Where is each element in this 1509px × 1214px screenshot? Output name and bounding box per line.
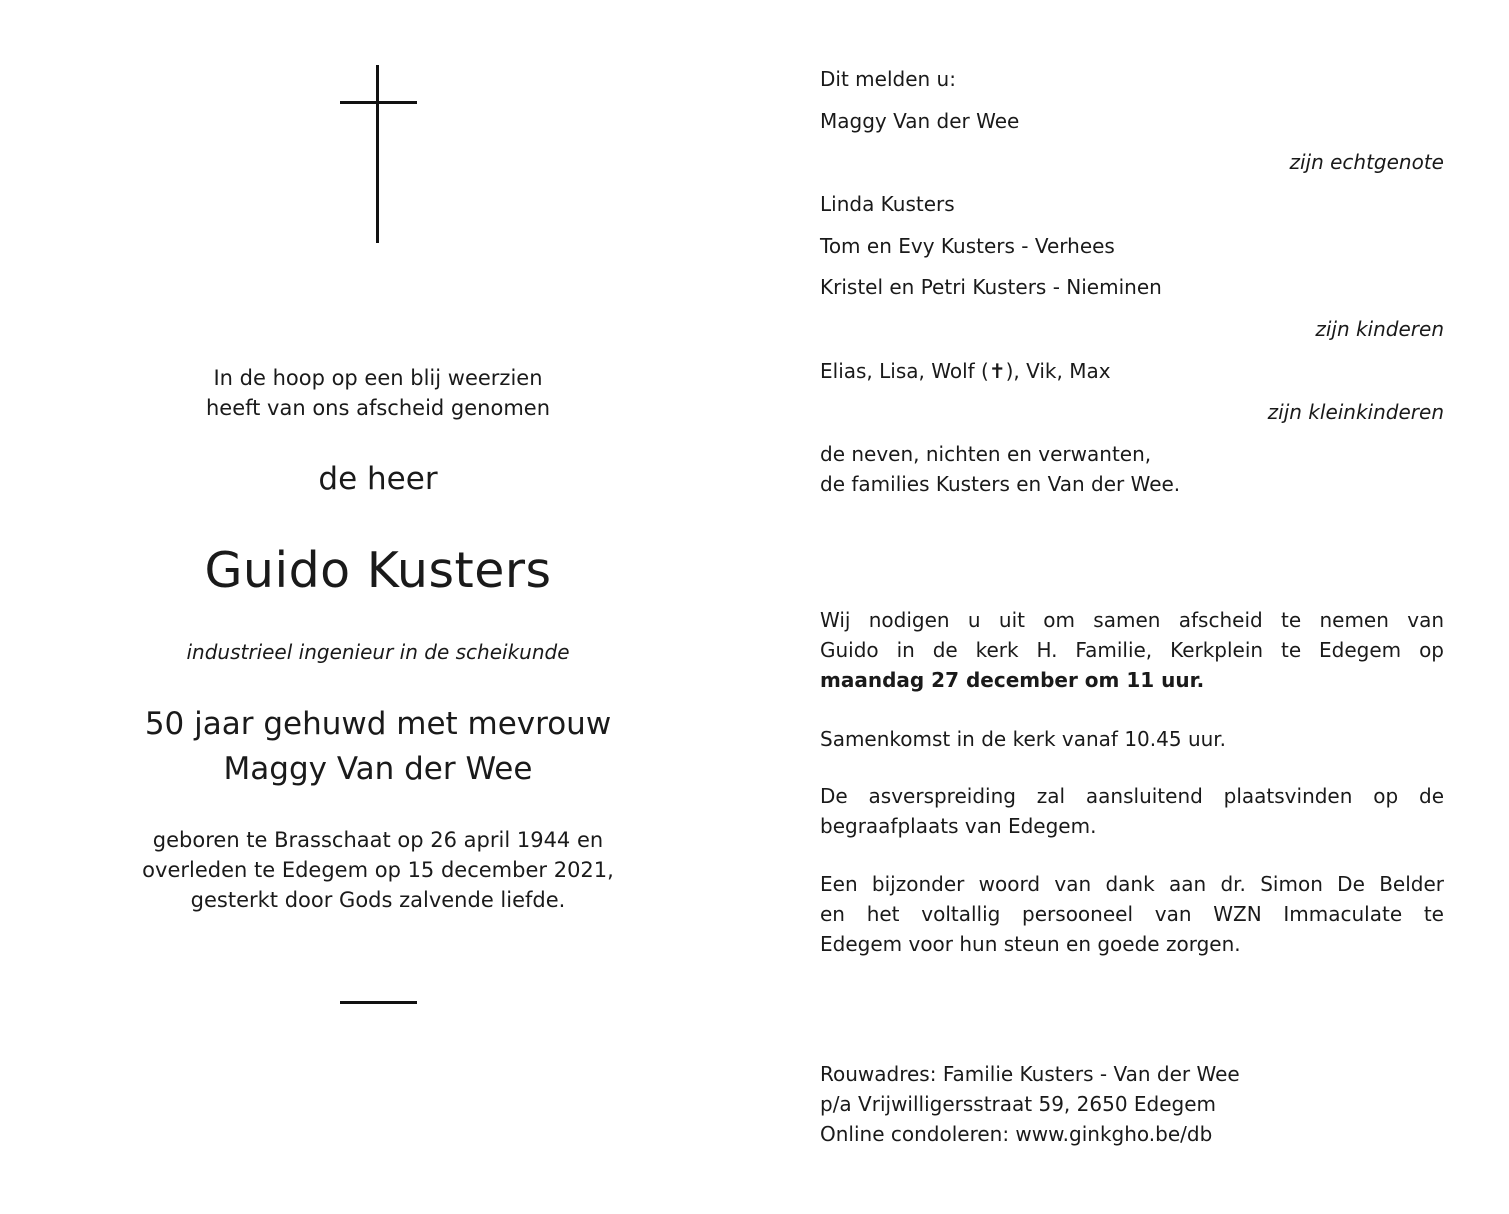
intro-line-2: heeft van ons afscheid genomen (205, 396, 551, 420)
child-name-2: Tom en Evy Kusters - Verhees (820, 234, 1115, 258)
ashes-line-1: De asverspreiding zal aansluitend plaatsvinden op de (820, 784, 1444, 808)
ashes-paragraph (820, 781, 1444, 841)
dates-line-3: gesterkt door Gods zalvende liefde. (190, 888, 566, 912)
thanks-paragraph (820, 869, 1444, 959)
married-line-1: 50 jaar gehuwd met mevrouw (144, 706, 612, 742)
child-name-3: Kristel en Petri Kusters - Nieminen (820, 275, 1162, 299)
thanks-line-2: en het voltallig persooneel van WZN Immaculate te (820, 902, 1444, 926)
intro-line-1: In de hoop op een blij weerzien (213, 366, 543, 390)
gathering-text: Samenkomst in de kerk vanaf 10.45 uur. (820, 727, 1227, 751)
relatives-line-2: de families Kusters en Van der Wee. (820, 472, 1181, 496)
grandchildren-role: zijn kleinkinderen (1267, 400, 1444, 424)
intro-text (80, 363, 676, 423)
invite-line-1: Wij nodigen u uit om samen afscheid te nemen van (820, 608, 1444, 632)
cross-icon-horizontal (340, 101, 417, 104)
dates-line-2: overleden te Edegem op 15 december 2021, (142, 858, 614, 882)
grandchildren-names: Elias, Lisa, Wolf (✝), Vik, Max (820, 359, 1111, 383)
relatives-line-1: de neven, nichten en verwanten, (820, 442, 1152, 466)
children-role: zijn kinderen (1315, 317, 1444, 341)
marriage-text (80, 702, 676, 792)
online-condolence: Online condoleren: www.ginkgho.be/db (820, 1122, 1213, 1146)
spouse-name: Maggy Van der Wee (820, 109, 1020, 133)
invite-date-time: maandag 27 december om 11 uur. (820, 668, 1205, 692)
invitation-paragraph (820, 605, 1444, 695)
cross-icon-vertical (376, 65, 379, 243)
divider-line (340, 1001, 417, 1004)
thanks-line-3: Edegem voor hun steun en goede zorgen. (820, 932, 1241, 956)
child-name-1: Linda Kusters (820, 192, 955, 216)
dates-line-1: geboren te Brasschaat op 26 april 1944 en (152, 828, 604, 852)
thanks-line-1: Een bijzonder woord van dank aan dr. Simon De Belder (820, 872, 1444, 896)
address-line-1: Rouwadres: Familie Kusters - Van der Wee (820, 1062, 1240, 1086)
profession: industrieel ingenieur in de scheikunde (186, 640, 570, 664)
honorific-title: de heer (318, 461, 438, 497)
address-line-2: p/a Vrijwilligersstraat 59, 2650 Edegem (820, 1092, 1217, 1116)
deceased-name: Guido Kusters (204, 542, 552, 599)
invite-line-2: Guido in de kerk H. Familie, Kerkplein te Edegem op (820, 638, 1444, 662)
married-line-2: Maggy Van der Wee (223, 751, 533, 787)
announcer-intro: Dit melden u: (820, 67, 956, 91)
life-dates (80, 825, 676, 915)
ashes-line-2: begraafplaats van Edegem. (820, 814, 1097, 838)
announcement-column (820, 0, 1444, 1214)
spouse-role: zijn echtgenote (1289, 150, 1444, 174)
